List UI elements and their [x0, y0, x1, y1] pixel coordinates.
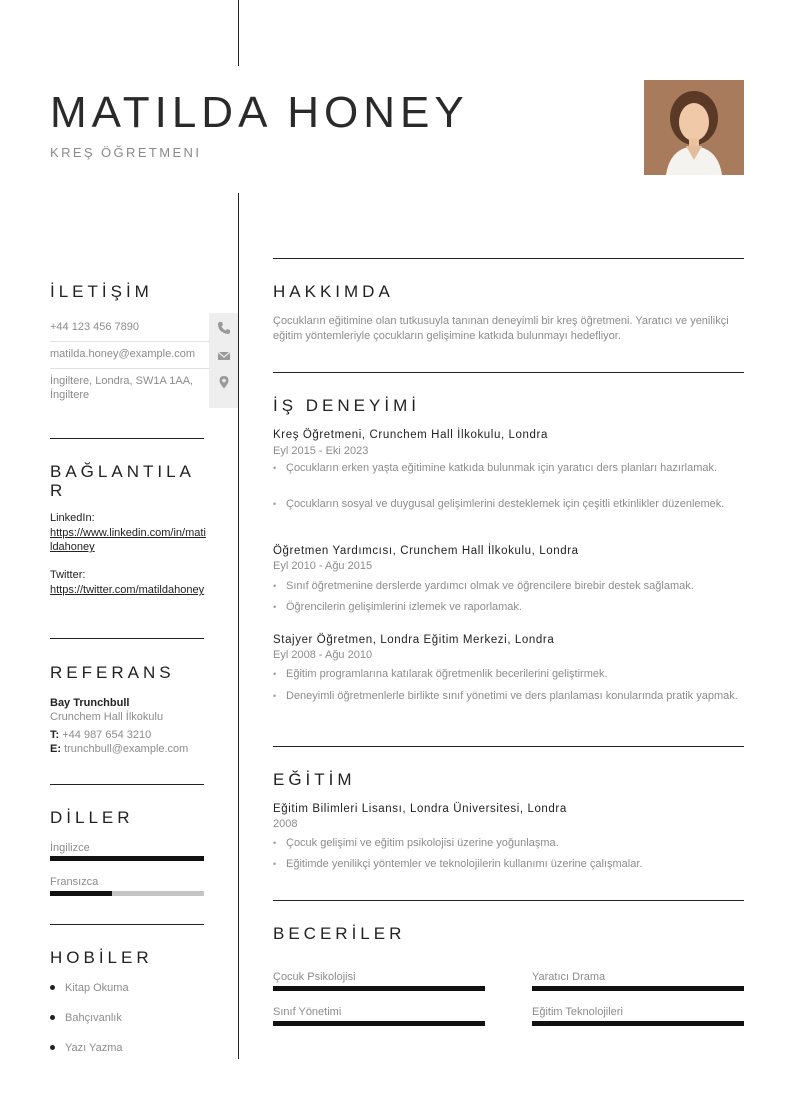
about-text: Çocukların eğitimine olan tutkusuyla tanınan deneyimli bir kreş öğretmeni. Yaratıcı ve yenilikçi eğitim yöntemleriyle çocukların gelişimine katkıda bulunmayı hedefliyor. — [273, 315, 729, 342]
section-divider — [273, 372, 744, 373]
section-divider — [273, 258, 744, 259]
column-divider-line — [238, 193, 239, 1059]
twitter-label: Twitter: — [50, 569, 86, 581]
references-heading: REFERANS — [50, 663, 175, 682]
skill-level-bar — [532, 986, 744, 991]
section-divider — [50, 924, 204, 925]
languages-heading: DİLLER — [50, 808, 134, 827]
experience-heading: İŞ DENEYİMİ — [273, 396, 420, 415]
contact-email[interactable]: matilda.honey@example.com — [50, 348, 196, 360]
candidate-name: MATILDA HONEY — [50, 88, 469, 137]
job-bullet: • Çocukların erken yaşta eğitimine katkıda bulunmak için yaratıcı ders planları hazırlamak. — [286, 461, 742, 475]
reference-phone-label: T: — [50, 729, 60, 741]
language-level-bar — [50, 856, 204, 861]
education-bullet: • Çocuk gelişimi ve eğitim psikolojisi üzerine yoğunlaşma. — [286, 836, 742, 850]
reference-name: Bay Trunchbull — [50, 697, 130, 709]
contact-divider — [50, 341, 210, 342]
skill-level-bar — [532, 1021, 744, 1026]
job-date: Eyl 2010 - Ağu 2015 — [273, 560, 373, 572]
job-title: Kreş Öğretmeni, Crunchem Hall İlkokulu, Londra — [273, 429, 548, 441]
linkedin-label: LinkedIn: — [50, 512, 95, 524]
reference-email[interactable]: trunchbull@example.com — [64, 743, 189, 755]
contact-divider — [50, 368, 210, 369]
about-heading: HAKKIMDA — [273, 282, 394, 301]
skill-level-bar — [273, 986, 485, 991]
profile-photo-image — [644, 80, 744, 175]
profile-photo — [644, 80, 744, 175]
skill-name: Yaratıcı Drama — [532, 971, 606, 983]
section-divider — [273, 746, 744, 747]
twitter-link[interactable]: https://twitter.com/matildahoney — [50, 584, 205, 596]
hobby-item: Bahçıvanlık — [50, 1012, 122, 1024]
section-divider — [273, 900, 744, 901]
education-degree: Eğitim Bilimleri Lisansı, Londra Üniversitesi, Londra — [273, 803, 567, 815]
reference-email-label: E: — [50, 743, 61, 755]
language-name: İngilizce — [50, 842, 90, 854]
job-date: Eyl 2015 - Eki 2023 — [273, 445, 369, 457]
hobby-item: Kitap Okuma — [50, 982, 129, 994]
contact-address: İngiltere, Londra, SW1A 1AA, İngiltere — [50, 375, 194, 401]
hobbies-heading: HOBİLER — [50, 948, 153, 967]
language-level-fill — [50, 856, 204, 861]
job-title: Öğretmen Yardımcısı, Crunchem Hall İlkokulu, Londra — [273, 545, 579, 557]
section-divider — [50, 438, 204, 439]
section-divider — [50, 638, 204, 639]
top-divider-line — [238, 0, 239, 66]
job-bullet: • Sınıf öğretmenine derslerde yardımcı olmak ve öğrencilere birebir destek sağlamak. — [286, 579, 742, 593]
linkedin-link[interactable]: https://www.linkedin.com/in/matildahoney — [50, 527, 206, 553]
language-level-bar — [50, 891, 204, 896]
job-title: Stajyer Öğretmen, Londra Eğitim Merkezi, Londra — [273, 634, 555, 646]
contact-phone: +44 123 456 7890 — [50, 321, 140, 333]
skill-level-bar — [273, 1021, 485, 1026]
links-heading: BAĞLANTILAR — [50, 462, 195, 500]
education-year: 2008 — [273, 818, 298, 830]
education-heading: EĞİTİM — [273, 770, 356, 789]
language-level-fill — [50, 891, 112, 896]
job-bullet: • Çocukların sosyal ve duygusal gelişimlerini desteklemek için çeşitli etkinlikler düzenlemek. — [286, 497, 742, 511]
job-date: Eyl 2008 - Ağu 2010 — [273, 649, 373, 661]
contact-heading: İLETİŞİM — [50, 282, 153, 301]
education-bullet: • Eğitimde yenilikçi yöntemler ve teknolojilerin kullanımı üzerine çalışmalar. — [286, 857, 742, 871]
skill-name: Eğitim Teknolojileri — [532, 1006, 623, 1018]
section-divider — [50, 784, 204, 785]
reference-phone: +44 987 654 3210 — [62, 729, 152, 741]
candidate-job-title: KREŞ ÖĞRETMENI — [50, 145, 202, 160]
job-bullet: • Öğrencilerin gelişimlerini izlemek ve raporlamak. — [286, 600, 742, 614]
job-bullet: • Eğitim programlarına katılarak öğretmenlik becerilerini geliştirmek. — [286, 667, 742, 681]
location-pin-icon — [217, 375, 231, 389]
skill-name: Sınıf Yönetimi — [273, 1006, 342, 1018]
envelope-icon — [217, 349, 231, 363]
phone-icon — [217, 321, 231, 335]
language-name: Fransızca — [50, 876, 99, 888]
reference-company: Crunchem Hall İlkokulu — [50, 711, 164, 723]
hobby-item: Yazı Yazma — [50, 1042, 122, 1054]
reference-phone-line — [50, 729, 151, 741]
job-bullet: • Deneyimli öğretmenlerle birlikte sınıf yönetimi ve ders planlaması konularında pratik yapmak. — [286, 689, 742, 703]
skills-heading: BECERİLER — [273, 924, 406, 943]
reference-email-line — [50, 743, 188, 755]
skill-name: Çocuk Psikolojisi — [273, 971, 356, 983]
